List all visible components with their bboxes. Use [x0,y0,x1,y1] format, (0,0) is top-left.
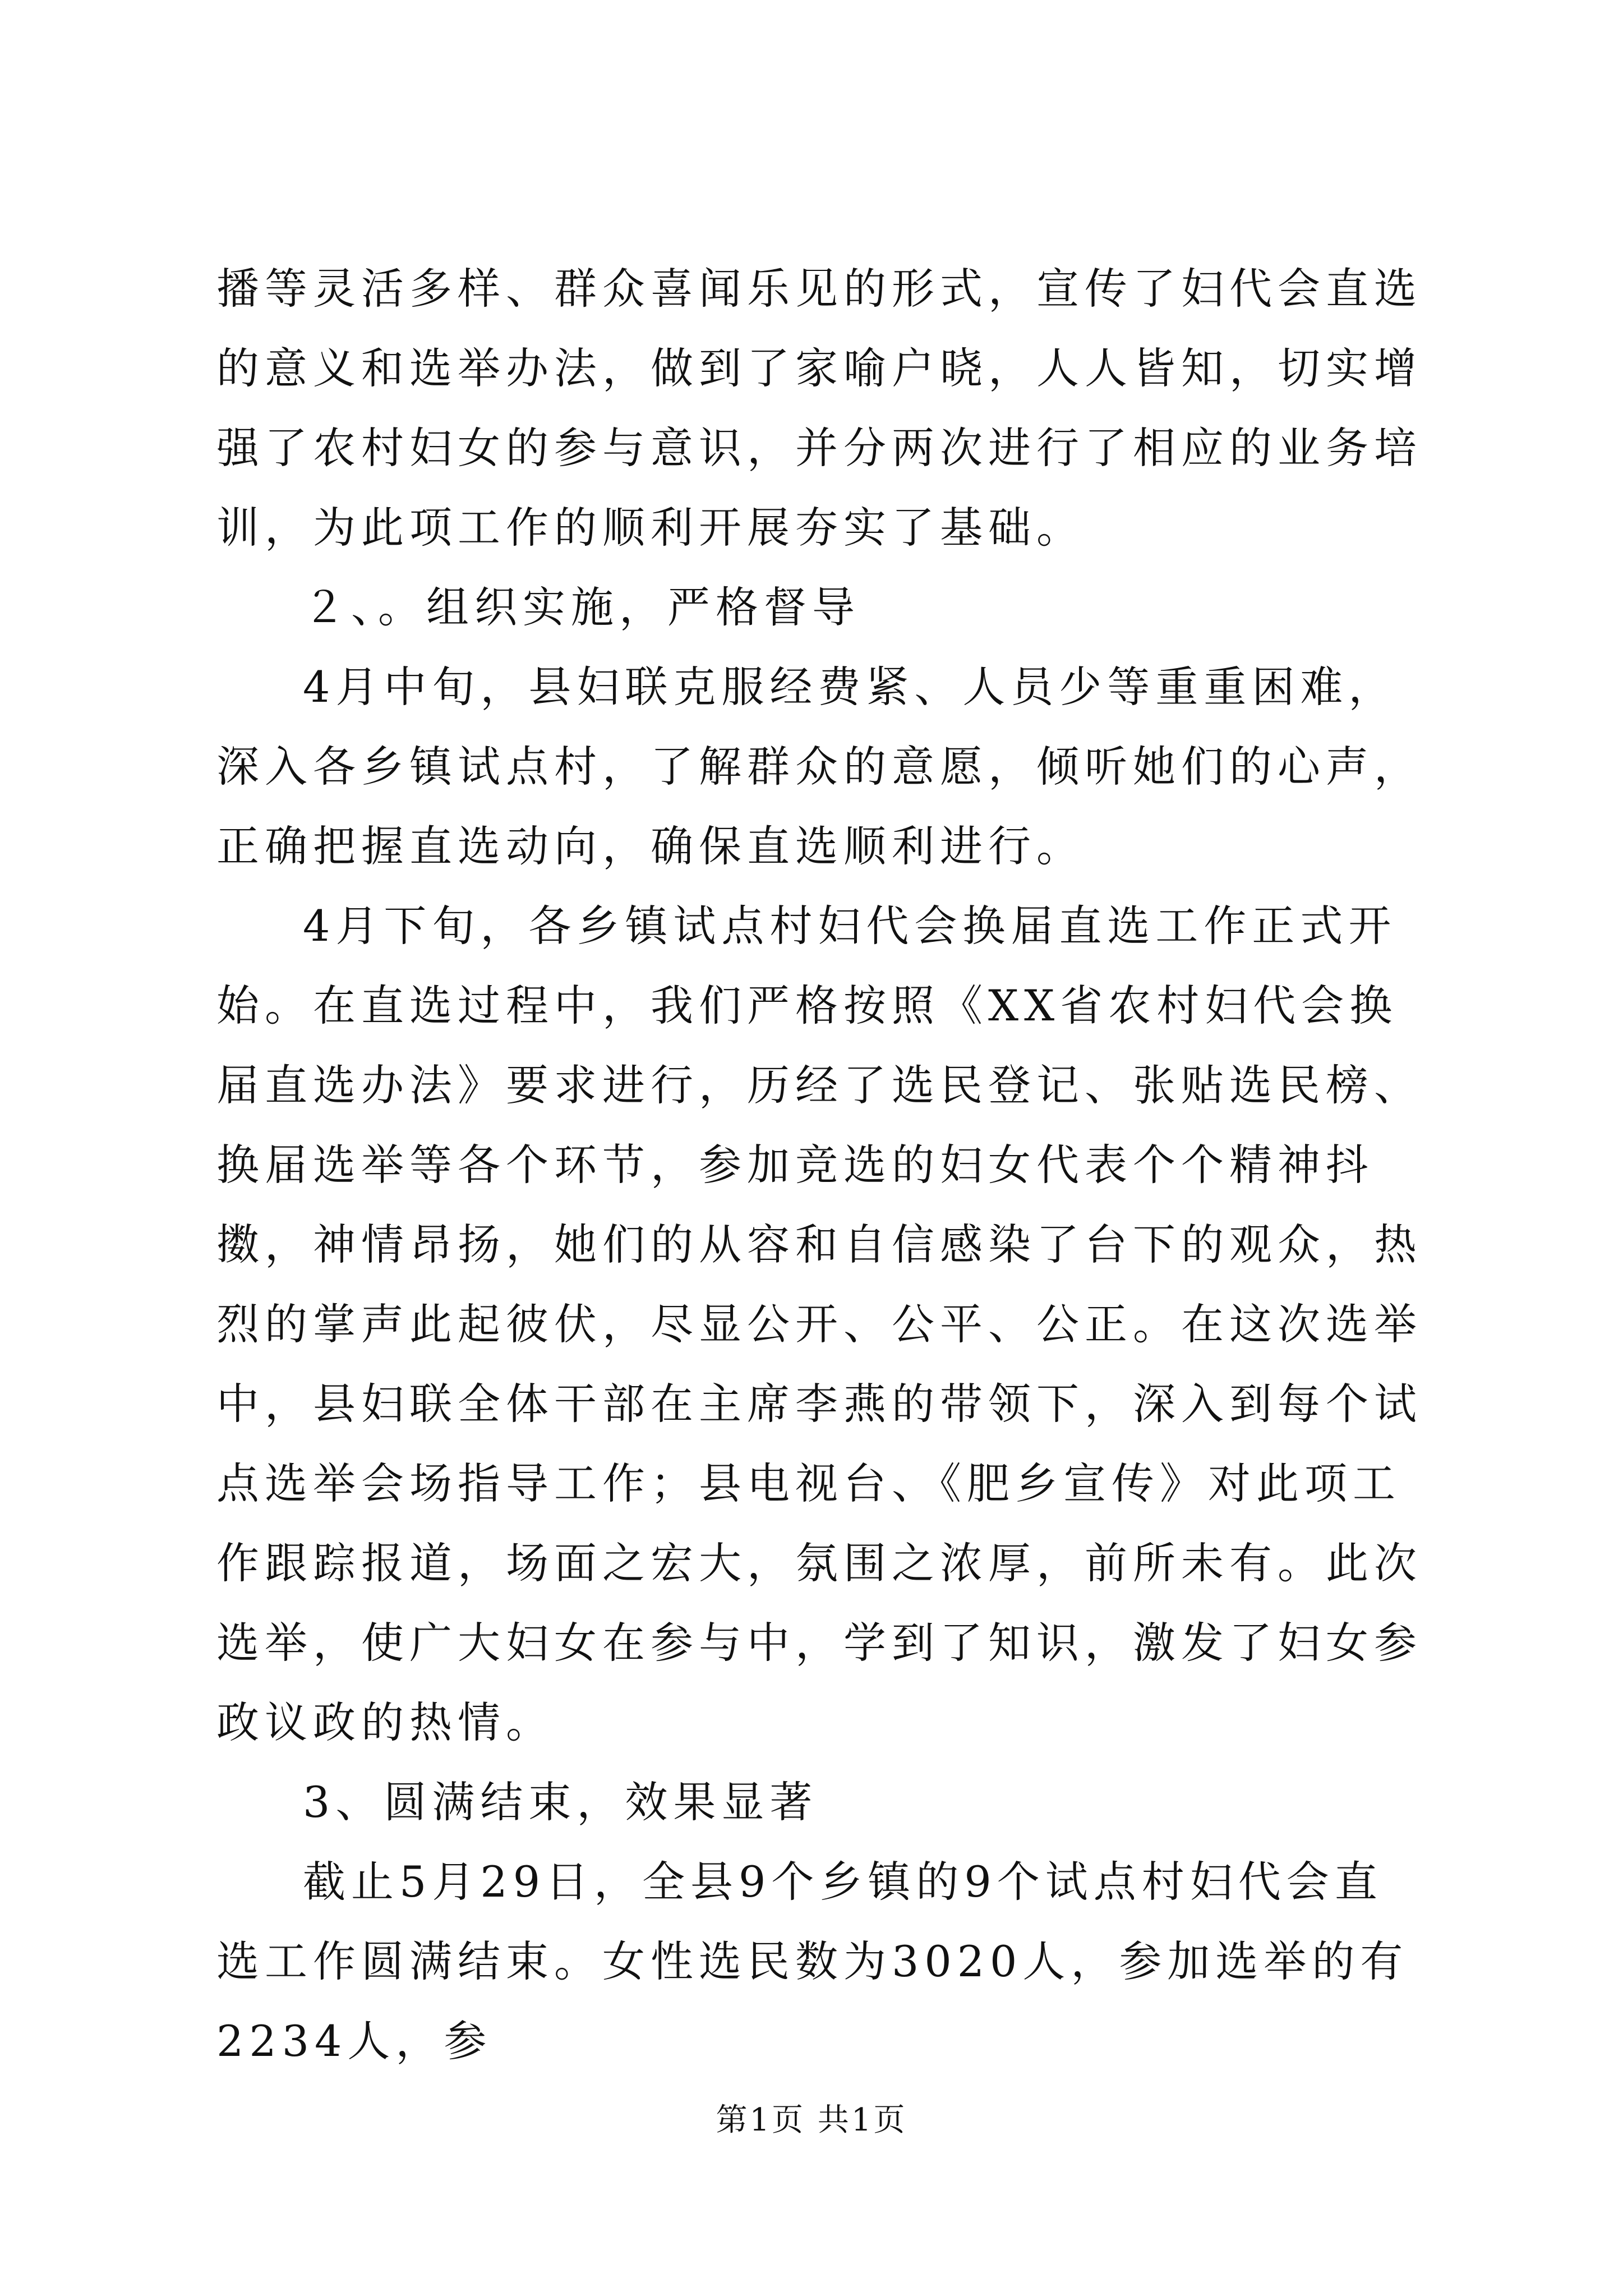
page-footer: 第1页 共1页 [716,2102,907,2138]
paragraph-intro-continuation: 播等灵活多样、群众喜闻乐见的形式，宣传了妇代会直选的意义和选举办法，做到了家喻户晓，人人皆知，切实增强了农村妇女的参与意识，并分两次进行了相应的业务培训，为此项工作的顺利开展夯实了基础。 [216,264,1422,553]
paragraph-mid-april: 4月中旬，县妇联克服经费紧、人员少等重重困难，深入各乡镇试点村，了解群众的意愿，倾听她们的心声，正确把握直选动向，确保直选顺利进行。 [216,662,1422,871]
document-content [216,249,1422,2081]
paragraph-may-29: 截止5月29日，全县9个乡镇的9个试点村妇代会直选工作圆满结束。女性选民数为3020人，参加选举的有2234人，参 [216,1857,1409,2066]
section-heading-2: ２、。组织实施，严格督导 [303,582,860,632]
paragraph-late-april: 4月下旬，各乡镇试点村妇代会换届直选工作正式开始。在直选过程中，我们严格按照《XX省农村妇代会换届直选办法》要求进行，历经了选民登记、张贴选民榜、换届选举等各个环节，参加竞选的妇女代表个个精神抖擞，神情昂扬，她们的从容和自信感染了台下的观众，热烈的掌声此起彼伏，尽显公开、公平、公正。在这次选举中，县妇联全体干部在主席李燕的带领下，深入到每个试点选举会场指导工作；县电视台、《肥乡宣传》对此项工作跟踪报道，场面之宏大，氛围之浓厚，前所未有。此次选举，使广大妇女在参与中，学到了知识，激发了妇女参政议政的热情。 [216,901,1422,1747]
section-heading-3: 3、圆满结束，效果显著 [303,1777,818,1827]
